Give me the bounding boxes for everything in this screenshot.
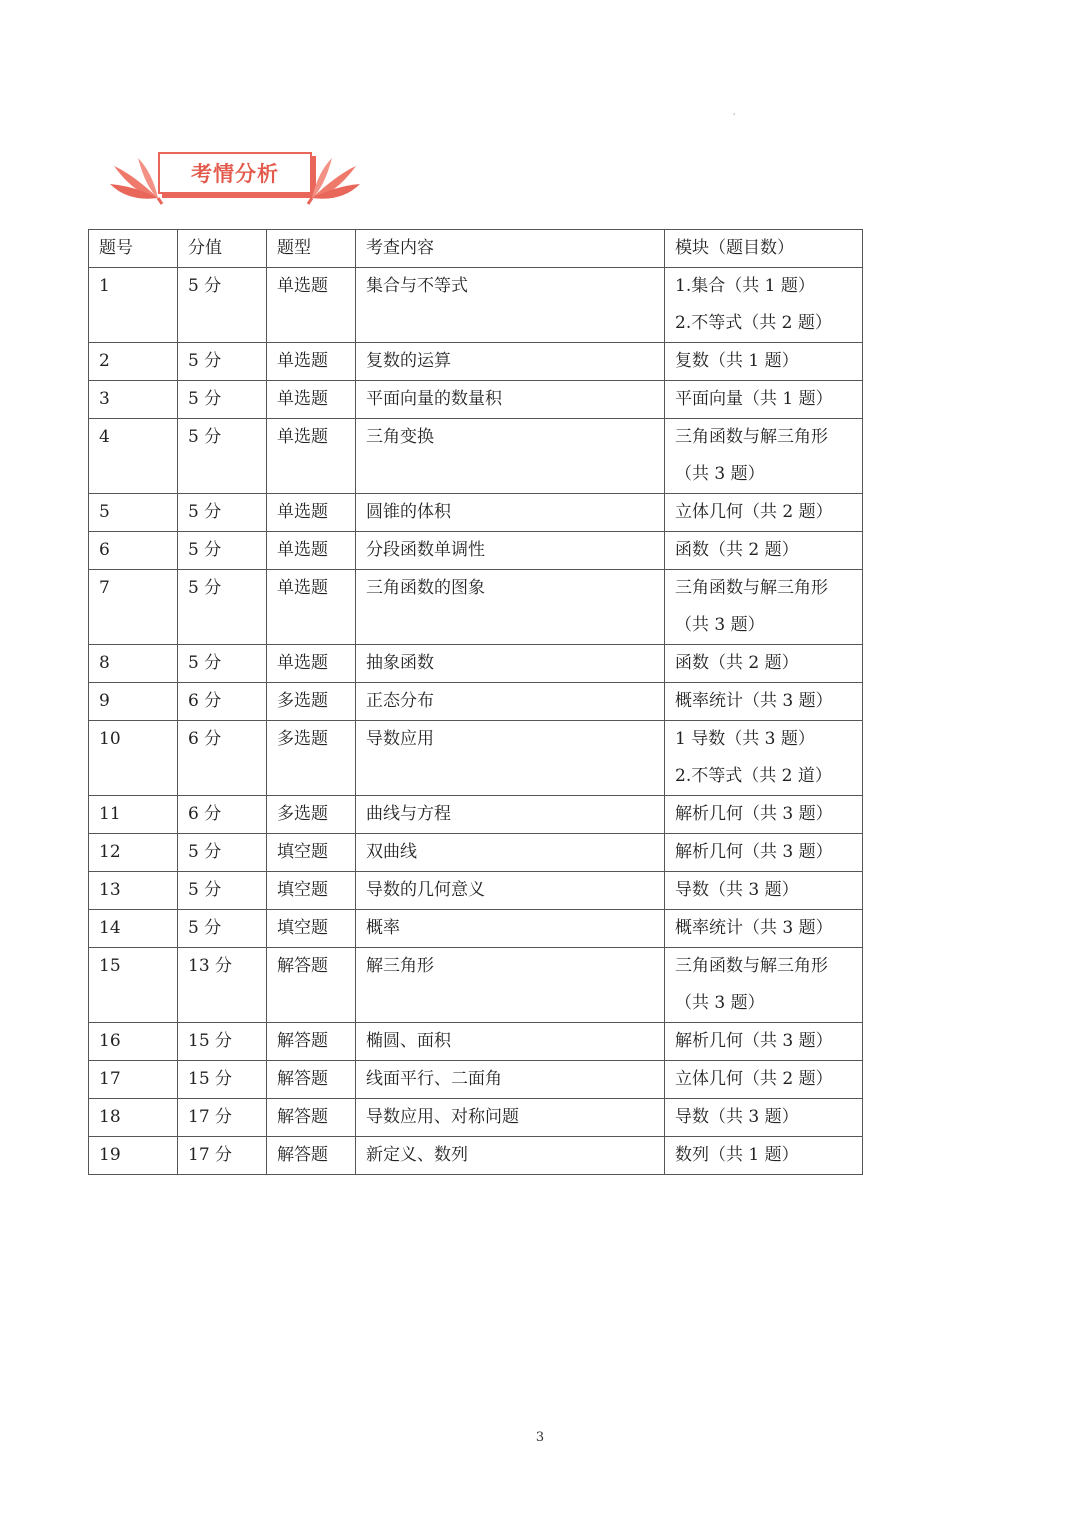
- cell-num: 13: [89, 872, 178, 910]
- module-line: 平面向量（共 1 题）: [675, 389, 833, 409]
- table-header-row: [89, 230, 863, 268]
- cell-content: 新定义、数列: [356, 1137, 665, 1175]
- cell-num: 16: [89, 1023, 178, 1061]
- cell-content: 三角函数的图象: [356, 570, 665, 645]
- table-row: [89, 1061, 863, 1099]
- cell-module: [665, 1061, 863, 1099]
- cell-content: 分段函数单调性: [356, 532, 665, 570]
- cell-num: 12: [89, 834, 178, 872]
- module-line: 导数（共 3 题）: [675, 1107, 799, 1127]
- cell-content: 导数应用: [356, 721, 665, 796]
- cell-score: 6 分: [178, 683, 267, 721]
- cell-content: 双曲线: [356, 834, 665, 872]
- cell-type: 多选题: [267, 683, 356, 721]
- module-line: 解析几何（共 3 题）: [675, 1031, 833, 1051]
- header-mark: ': [733, 112, 736, 121]
- cell-score: 5 分: [178, 910, 267, 948]
- cell-type: 单选题: [267, 343, 356, 381]
- module-line: 概率统计（共 3 题）: [675, 691, 833, 711]
- cell-content: 正态分布: [356, 683, 665, 721]
- cell-type: 解答题: [267, 948, 356, 1023]
- cell-content: 集合与不等式: [356, 268, 665, 343]
- cell-content: 椭圆、面积: [356, 1023, 665, 1061]
- cell-module: [665, 683, 863, 721]
- cell-score: 5 分: [178, 494, 267, 532]
- cell-num: 14: [89, 910, 178, 948]
- module-line: 解析几何（共 3 题）: [675, 804, 833, 824]
- cell-content: 导数应用、对称问题: [356, 1099, 665, 1137]
- cell-type: 填空题: [267, 834, 356, 872]
- banner-title-box: [158, 152, 312, 194]
- cell-score: 5 分: [178, 834, 267, 872]
- module-line: 立体几何（共 2 题）: [675, 1069, 833, 1089]
- cell-content: 圆锥的体积: [356, 494, 665, 532]
- header-cell-score: 分值: [178, 230, 267, 268]
- table-row: [89, 570, 863, 645]
- cell-module: [665, 948, 863, 1023]
- cell-num: 5: [89, 494, 178, 532]
- cell-score: 17 分: [178, 1099, 267, 1137]
- cell-type: 单选题: [267, 381, 356, 419]
- cell-type: 单选题: [267, 570, 356, 645]
- cell-num: 2: [89, 343, 178, 381]
- cell-type: 解答题: [267, 1061, 356, 1099]
- module-line: 数列（共 1 题）: [675, 1145, 799, 1165]
- module-line: 函数（共 2 题）: [675, 540, 799, 560]
- cell-score: 5 分: [178, 381, 267, 419]
- section-banner: [106, 148, 366, 208]
- cell-score: 5 分: [178, 532, 267, 570]
- table-row: [89, 796, 863, 834]
- cell-score: 5 分: [178, 570, 267, 645]
- laurel-left-icon: [106, 148, 166, 208]
- module-line: 立体几何（共 2 题）: [675, 502, 833, 522]
- cell-score: 13 分: [178, 948, 267, 1023]
- cell-score: 15 分: [178, 1061, 267, 1099]
- cell-type: 填空题: [267, 910, 356, 948]
- table-row: [89, 532, 863, 570]
- table-row: [89, 683, 863, 721]
- laurel-right-icon: [304, 148, 364, 208]
- cell-content: 线面平行、二面角: [356, 1061, 665, 1099]
- table-row: [89, 645, 863, 683]
- cell-num: 15: [89, 948, 178, 1023]
- cell-content: 解三角形: [356, 948, 665, 1023]
- header-cell-content: 考查内容: [356, 230, 665, 268]
- module-line: 导数（共 3 题）: [675, 880, 799, 900]
- cell-num: 18: [89, 1099, 178, 1137]
- cell-type: 单选题: [267, 645, 356, 683]
- module-line: 2.不等式（共 2 道）: [675, 766, 832, 786]
- page-number: 3: [535, 1430, 545, 1445]
- cell-content: 复数的运算: [356, 343, 665, 381]
- cell-module: [665, 834, 863, 872]
- cell-type: 单选题: [267, 268, 356, 343]
- cell-module: [665, 721, 863, 796]
- cell-num: 1: [89, 268, 178, 343]
- cell-content: 抽象函数: [356, 645, 665, 683]
- cell-type: 解答题: [267, 1099, 356, 1137]
- cell-score: 15 分: [178, 1023, 267, 1061]
- module-line: 三角函数与解三角形: [675, 956, 828, 976]
- cell-type: 解答题: [267, 1137, 356, 1175]
- table-row: [89, 343, 863, 381]
- cell-score: 5 分: [178, 268, 267, 343]
- cell-module: [665, 494, 863, 532]
- cell-type: 解答题: [267, 1023, 356, 1061]
- cell-type: 单选题: [267, 419, 356, 494]
- cell-module: [665, 419, 863, 494]
- exam-analysis-table: [88, 229, 863, 1175]
- header-cell-type: 题型: [267, 230, 356, 268]
- module-line: 2.不等式（共 2 题）: [675, 313, 832, 333]
- banner-title: 考情分析: [191, 162, 279, 186]
- module-line: 1 导数（共 3 题）: [675, 729, 815, 749]
- cell-module: [665, 872, 863, 910]
- cell-type: 多选题: [267, 796, 356, 834]
- module-line: 概率统计（共 3 题）: [675, 918, 833, 938]
- table-row: [89, 872, 863, 910]
- cell-module: [665, 343, 863, 381]
- cell-module: [665, 910, 863, 948]
- cell-module: [665, 1023, 863, 1061]
- cell-module: [665, 570, 863, 645]
- cell-type: 填空题: [267, 872, 356, 910]
- cell-module: [665, 645, 863, 683]
- cell-num: 7: [89, 570, 178, 645]
- cell-num: 11: [89, 796, 178, 834]
- cell-num: 19: [89, 1137, 178, 1175]
- module-line: 三角函数与解三角形: [675, 578, 828, 598]
- header-cell-module: 模块（题目数）: [665, 230, 863, 268]
- table-row: [89, 1099, 863, 1137]
- cell-content: 三角变换: [356, 419, 665, 494]
- cell-type: 单选题: [267, 532, 356, 570]
- table-row: [89, 1137, 863, 1175]
- cell-num: 10: [89, 721, 178, 796]
- cell-module: [665, 532, 863, 570]
- cell-score: 5 分: [178, 343, 267, 381]
- header-cell-num: 题号: [89, 230, 178, 268]
- cell-score: 5 分: [178, 645, 267, 683]
- module-line: 解析几何（共 3 题）: [675, 842, 833, 862]
- table-row: [89, 721, 863, 796]
- module-line: （共 3 题）: [675, 464, 765, 484]
- cell-module: [665, 381, 863, 419]
- cell-num: 8: [89, 645, 178, 683]
- module-line: 三角函数与解三角形: [675, 427, 828, 447]
- table-row: [89, 1023, 863, 1061]
- cell-content: 概率: [356, 910, 665, 948]
- module-line: （共 3 题）: [675, 615, 765, 635]
- table-row: [89, 910, 863, 948]
- cell-module: [665, 1099, 863, 1137]
- cell-score: 6 分: [178, 796, 267, 834]
- cell-score: 5 分: [178, 419, 267, 494]
- table-row: [89, 494, 863, 532]
- cell-module: [665, 1137, 863, 1175]
- cell-num: 17: [89, 1061, 178, 1099]
- cell-num: 9: [89, 683, 178, 721]
- cell-content: 平面向量的数量积: [356, 381, 665, 419]
- table-row: [89, 834, 863, 872]
- module-line: 1.集合（共 1 题）: [675, 276, 815, 296]
- cell-num: 3: [89, 381, 178, 419]
- cell-content: 导数的几何意义: [356, 872, 665, 910]
- cell-type: 单选题: [267, 494, 356, 532]
- module-line: （共 3 题）: [675, 993, 765, 1013]
- cell-module: [665, 268, 863, 343]
- cell-num: 4: [89, 419, 178, 494]
- table-row: [89, 381, 863, 419]
- module-line: 函数（共 2 题）: [675, 653, 799, 673]
- cell-module: [665, 796, 863, 834]
- table-row: [89, 948, 863, 1023]
- cell-score: 5 分: [178, 872, 267, 910]
- table-row: [89, 419, 863, 494]
- cell-score: 6 分: [178, 721, 267, 796]
- cell-score: 17 分: [178, 1137, 267, 1175]
- cell-content: 曲线与方程: [356, 796, 665, 834]
- table-row: [89, 268, 863, 343]
- module-line: 复数（共 1 题）: [675, 351, 799, 371]
- cell-type: 多选题: [267, 721, 356, 796]
- cell-num: 6: [89, 532, 178, 570]
